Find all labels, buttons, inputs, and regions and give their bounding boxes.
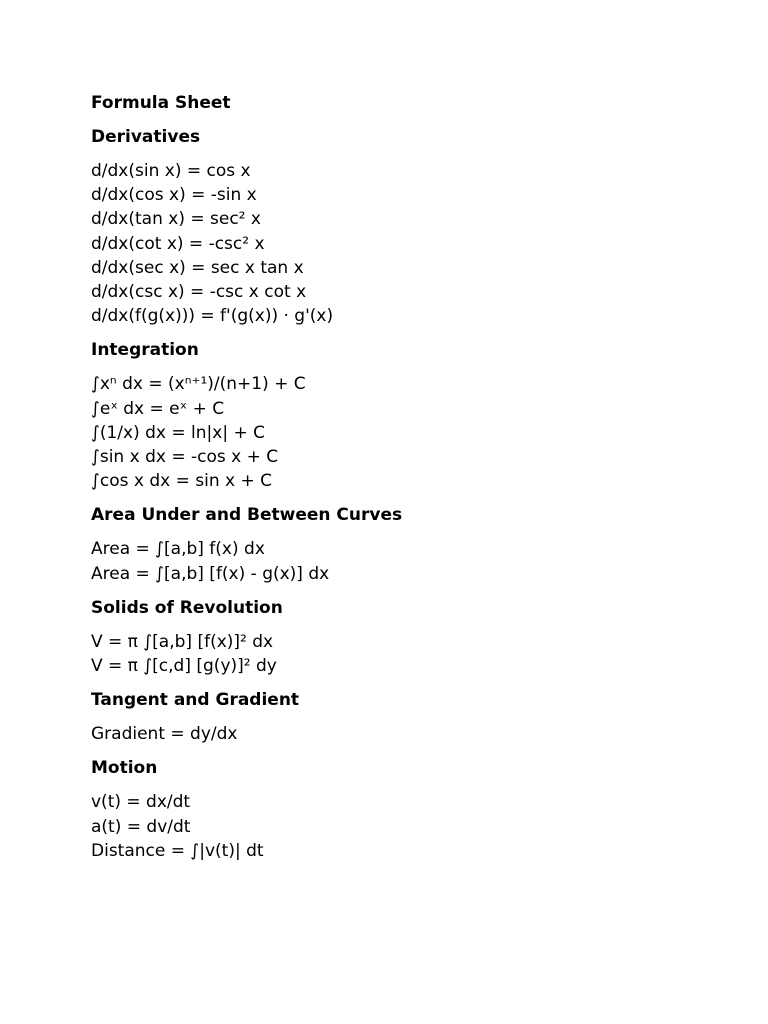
formula-line: d/dx(sin x) = cos x xyxy=(91,161,251,181)
page-title: Formula Sheet xyxy=(91,93,231,113)
formula-line: ∫cos x dx = sin x + C xyxy=(91,471,272,492)
section-integration xyxy=(91,338,768,493)
formula-line: d/dx(cot x) = -csc² x xyxy=(91,233,265,254)
section-heading: Area Under and Between Curves xyxy=(91,505,403,526)
formula-line: Area = ∫[a,b] [f(x) - g(x)] dx xyxy=(91,563,330,584)
formula-list xyxy=(91,537,768,585)
formula-line: Distance = ∫|v(t)| dt xyxy=(91,840,264,861)
section-area xyxy=(91,503,768,585)
formula-list xyxy=(91,159,768,328)
formula-line: ∫eˣ dx = eˣ + C xyxy=(91,398,225,419)
formula-list xyxy=(91,722,768,746)
section-heading: Tangent and Gradient xyxy=(91,690,300,711)
formula-line: d/dx(sec x) = sec x tan x xyxy=(91,257,304,278)
formula-line: d/dx(csc x) = -csc x cot x xyxy=(91,282,307,303)
section-tangent-gradient xyxy=(91,688,768,746)
formula-line: Area = ∫[a,b] f(x) dx xyxy=(91,539,265,560)
formula-line: Gradient = dy/dx xyxy=(91,724,238,745)
formula-line: d/dx(f(g(x))) = f'(g(x)) · g'(x) xyxy=(91,306,334,327)
section-heading: Solids of Revolution xyxy=(91,597,283,618)
section-solids-of-revolution xyxy=(91,596,768,678)
formula-line: a(t) = dv/dt xyxy=(91,816,191,837)
formula-list xyxy=(91,630,768,678)
formula-list xyxy=(91,790,768,863)
formula-line: V = π ∫[c,d] [g(y)]² dy xyxy=(91,656,277,677)
formula-line: d/dx(cos x) = -sin x xyxy=(91,185,257,206)
formula-line: ∫xⁿ dx = (xⁿ⁺¹)/(n+1) + C xyxy=(91,374,306,395)
formula-line: V = π ∫[a,b] [f(x)]² dx xyxy=(91,631,274,652)
formula-line: d/dx(tan x) = sec² x xyxy=(91,209,261,230)
formula-line: ∫sin x dx = -cos x + C xyxy=(91,447,279,468)
section-derivatives xyxy=(91,125,768,328)
formula-line: v(t) = dx/dt xyxy=(91,792,191,813)
section-motion xyxy=(91,756,768,863)
section-heading: Motion xyxy=(91,758,158,779)
section-heading: Derivatives xyxy=(91,127,201,147)
formula-line: ∫(1/x) dx = ln|x| + C xyxy=(91,422,265,443)
formula-list xyxy=(91,372,768,493)
section-heading: Integration xyxy=(91,340,199,361)
